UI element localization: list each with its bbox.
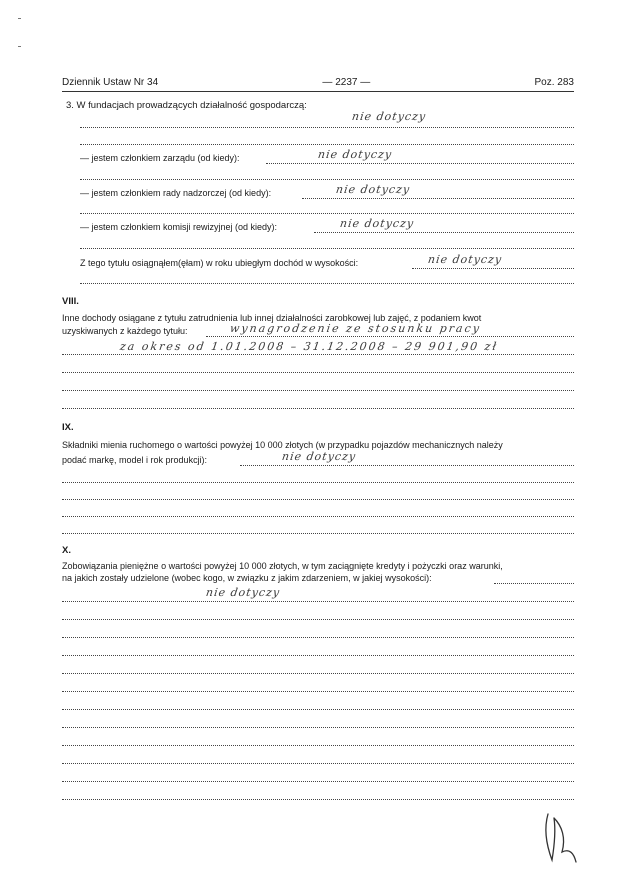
answer-line (62, 601, 574, 602)
audit-committee-label: — jestem członkiem komisji rewizyjnej (od kiedy): (80, 222, 278, 232)
answer-line (62, 354, 574, 355)
answer-line (62, 499, 574, 500)
answer-line (80, 144, 574, 145)
answer-line (266, 163, 574, 164)
answer-line (62, 781, 574, 782)
answer-line (62, 482, 574, 483)
answer-line (302, 198, 574, 199)
answer-line (62, 372, 574, 373)
answer-line (62, 533, 574, 534)
answer-line (62, 727, 574, 728)
handwritten-answer: nie dotyczy (339, 217, 415, 230)
handwritten-answer: wynagrodzenie ze stosunku pracy (229, 322, 482, 335)
answer-line (62, 637, 574, 638)
answer-line (62, 709, 574, 710)
handwritten-answer: nie dotyczy (427, 253, 503, 266)
answer-line (80, 248, 574, 249)
answer-line (62, 673, 574, 674)
answer-line (62, 516, 574, 517)
section10-text: na jakich zostały udzielone (wobec kogo, w związku z jakim zdarzeniem, w jakiej wysokości): (62, 573, 432, 583)
section10-text: Zobowiązania pieniężne o wartości powyżej 10 000 złotych, w tym zaciągnięte kredyty i pożyczki oraz warunki, (62, 561, 503, 571)
scan-mark (18, 46, 21, 47)
answer-line (314, 232, 574, 233)
handwritten-answer: nie dotyczy (205, 586, 281, 599)
answer-line (80, 127, 574, 128)
section9-text: podać markę, model i rok produkcji): (62, 455, 208, 465)
position-number: Poz. 283 (534, 76, 574, 88)
section9-number: IX. (62, 422, 74, 433)
answer-line (62, 655, 574, 656)
signature-initials (540, 808, 580, 868)
answer-line (494, 583, 574, 584)
answer-line (62, 799, 574, 800)
section8-text: Inne dochody osiągane z tytułu zatrudnienia lub innej działalności zarobkowej lub zajęć, z podaniem kwot (62, 313, 482, 323)
answer-line (80, 213, 574, 214)
answer-line (240, 465, 574, 466)
section9-text: Składniki mienia ruchomego o wartości powyżej 10 000 złotych (w przypadku pojazdów mechanicznych należy (62, 440, 503, 450)
handwritten-answer: nie dotyczy (317, 148, 393, 161)
page-header (62, 74, 574, 90)
answer-line (62, 745, 574, 746)
header-divider (62, 91, 574, 92)
supervisory-board-label: — jestem członkiem rady nadzorczej (od kiedy): (80, 188, 272, 198)
answer-line (80, 283, 574, 284)
answer-line (62, 408, 574, 409)
handwritten-answer: za okres od 1.01.2008 – 31.12.2008 – 29 901,90 zł (119, 340, 499, 353)
answer-line (62, 619, 574, 620)
answer-line (62, 691, 574, 692)
section10-number: X. (62, 545, 71, 556)
answer-line (206, 336, 574, 337)
section8-number: VIII. (62, 296, 79, 307)
handwritten-answer: nie dotyczy (281, 450, 357, 463)
page-number: — 2237 — (322, 76, 371, 88)
scan-mark (18, 18, 21, 19)
answer-line (412, 268, 574, 269)
answer-line (80, 179, 574, 180)
answer-line (62, 763, 574, 764)
journal-title: Dziennik Ustaw Nr 34 (62, 76, 159, 88)
section8-text: uzyskiwanych z każdego tytułu: (62, 326, 188, 336)
handwritten-answer: nie dotyczy (335, 183, 411, 196)
answer-line (62, 390, 574, 391)
income-label: Z tego tytułu osiągnąłem(ęłam) w roku ubiegłym dochód w wysokości: (80, 258, 359, 268)
handwritten-answer: nie dotyczy (351, 110, 427, 123)
board-member-label: — jestem członkiem zarządu (od kiedy): (80, 153, 240, 163)
section3-title: 3. W fundacjach prowadzących działalność gospodarczą: (66, 100, 307, 111)
